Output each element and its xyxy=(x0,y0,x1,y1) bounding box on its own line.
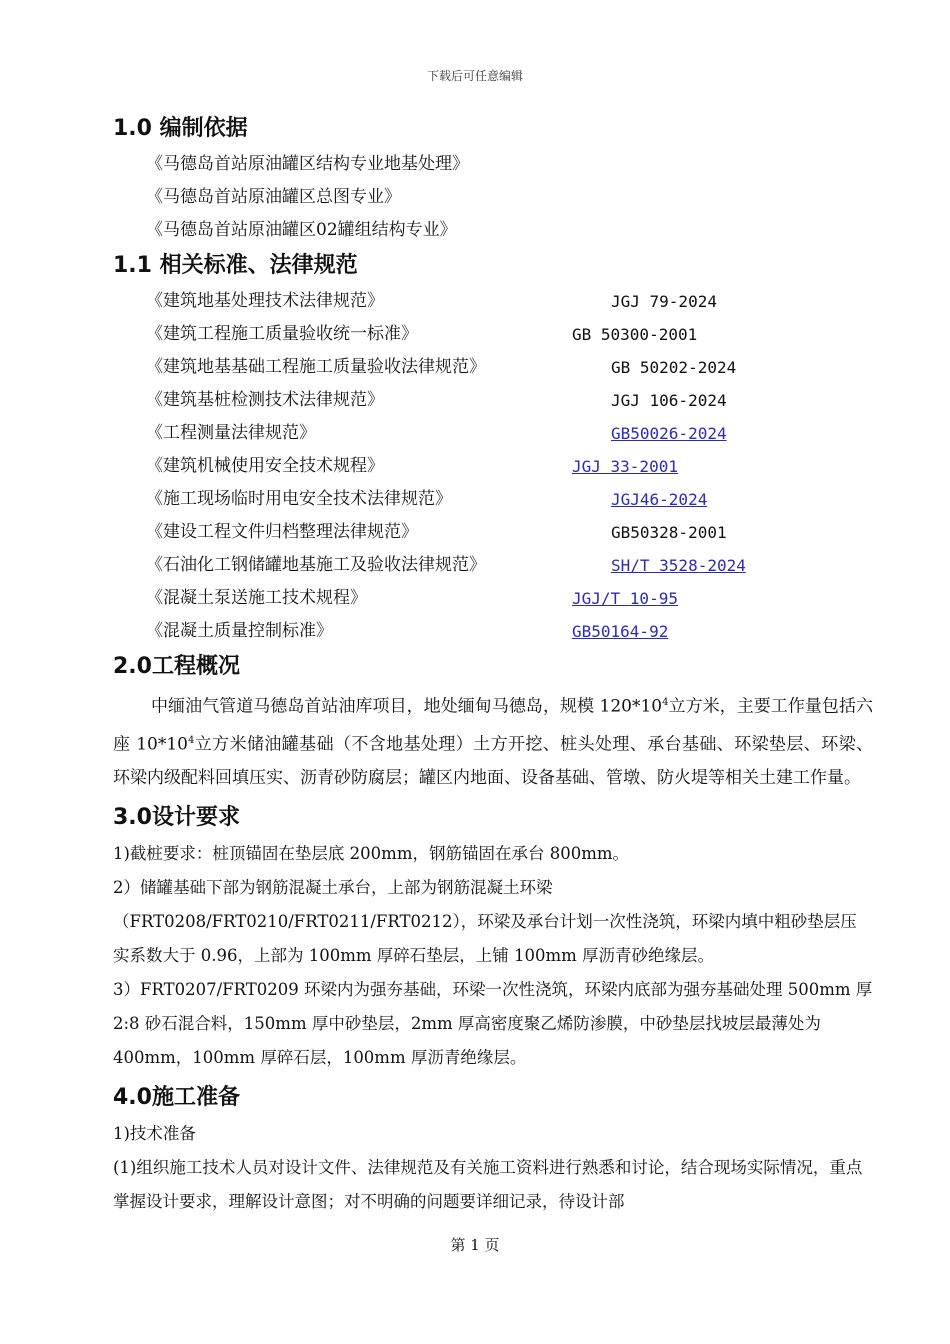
standard-row xyxy=(113,417,873,450)
standard-code: JGJ 106-2024 xyxy=(611,391,727,410)
reference-item: 《马德岛首站原油罐区结构专业地基处理》 xyxy=(146,154,469,174)
standard-row xyxy=(113,285,873,318)
overview-text-part: 中缅油气管道马德岛首站油库项目，地处缅甸马德岛，规模 120*10 xyxy=(151,696,663,717)
superscript: 4 xyxy=(662,697,669,708)
standard-code-link[interactable]: SH/T 3528-2024 xyxy=(611,556,746,575)
reference-item: 《马德岛首站原油罐区总图专业》 xyxy=(146,187,401,207)
standard-name: 《石油化工钢储罐地基施工及验收法律规范》 xyxy=(146,555,486,575)
standard-row xyxy=(113,483,873,516)
section-title-2-0: 2.0工程概况 xyxy=(113,654,240,679)
standard-name: 《建筑地基处理技术法律规范》 xyxy=(146,291,384,311)
standard-row xyxy=(113,318,873,351)
section-title-3-0: 3.0设计要求 xyxy=(113,805,240,831)
page-header: 下载后可任意编辑 xyxy=(426,69,523,83)
standard-name: 《混凝土泵送施工技术规程》 xyxy=(146,588,367,608)
standard-code: JGJ 79-2024 xyxy=(611,292,717,311)
standard-name: 《建筑地基基础工程施工质量验收法律规范》 xyxy=(146,357,486,377)
design-item: 3）FRT0207/FRT0209 环梁内为强夯基础，环梁一次性浇筑，环梁内底部为强夯基础处理 500mm 厚 2:8 砂石混合料，150mm 厚中砂垫层，2mm 厚高密度聚乙烯防渗膜，中砂垫层找坡层最薄处为 400mm，100mm 厚碎石层，100mm 厚沥青绝缘层。 xyxy=(113,980,873,1068)
standard-name: 《施工现场临时用电安全技术法律规范》 xyxy=(146,489,452,509)
standard-name: 《建筑机械使用安全技术规程》 xyxy=(146,456,384,476)
standard-code-link[interactable]: GB50164-92 xyxy=(572,622,669,641)
standard-code: GB50328-2001 xyxy=(611,523,727,542)
prep-item: (1)组织施工技术人员对设计文件、法律规范及有关施工资料进行熟悉和讨论，结合现场实际情况，重点掌握设计要求，理解设计意图；对不明确的问题要详细记录，待设计部 xyxy=(113,1158,863,1212)
overview-text-part: 立方米储油罐基础（不含地基处理）土方开挖、桩头处理、承台基础、环梁垫层、环梁、环梁内级配料回填压实、沥青砂防腐层；罐区内地面、设备基础、管墩、防火堤等相关土建工作量。 xyxy=(113,734,874,789)
standard-name: 《建筑工程施工质量验收统一标准》 xyxy=(146,324,418,344)
section-title-4-0: 4.0施工准备 xyxy=(113,1085,240,1111)
standard-row xyxy=(113,351,873,384)
overview-text-part: 立方米，主要工作量包括六座 10*10 xyxy=(113,696,874,755)
standard-name: 《工程测量法律规范》 xyxy=(146,423,316,443)
standard-code-link[interactable]: JGJ/T 10-95 xyxy=(572,589,678,608)
standard-code-link[interactable]: GB50026-2024 xyxy=(611,424,727,443)
standard-row xyxy=(113,384,873,417)
section-title-1-1: 1.1 相关标准、法律规范 xyxy=(113,253,358,278)
standard-code: GB 50202-2024 xyxy=(611,358,737,377)
standard-name: 《建筑基桩检测技术法律规范》 xyxy=(146,390,384,410)
standard-name: 《混凝土质量控制标准》 xyxy=(146,621,333,641)
standard-code-link[interactable]: JGJ 33-2001 xyxy=(572,457,678,476)
standard-code: GB 50300-2001 xyxy=(572,325,698,344)
standard-row xyxy=(113,549,873,582)
design-item: 2）储罐基础下部为钢筋混凝土承台，上部为钢筋混凝土环梁（FRT0208/FRT0210/FRT0211/FRT0212），环梁及承台计划一次性浇筑，环梁内填中粗砂垫层压实系数大于 0.96，上部为 100mm 厚碎石垫层，上铺 100mm 厚沥青砂绝缘层。 xyxy=(113,878,857,966)
design-item: 1)截桩要求：桩顶锚固在垫层底 200mm，钢筋锚固在承台 800mm。 xyxy=(113,844,629,864)
standard-code-link[interactable]: JGJ46-2024 xyxy=(611,490,708,509)
standard-name: 《建设工程文件归档整理法律规范》 xyxy=(146,522,418,542)
standard-row xyxy=(113,582,873,615)
page-number: 第 1 页 xyxy=(450,1236,500,1254)
standard-row xyxy=(113,450,873,483)
overview-paragraph xyxy=(113,686,873,795)
reference-item: 《马德岛首站原油罐区02罐组结构专业》 xyxy=(146,220,457,240)
section-title-1-0: 1.0 编制依据 xyxy=(113,116,248,141)
standard-row xyxy=(113,615,873,648)
superscript: 4 xyxy=(187,734,195,746)
standard-row xyxy=(113,516,873,549)
document-body xyxy=(113,110,873,1219)
prep-item: 1)技术准备 xyxy=(113,1124,196,1144)
